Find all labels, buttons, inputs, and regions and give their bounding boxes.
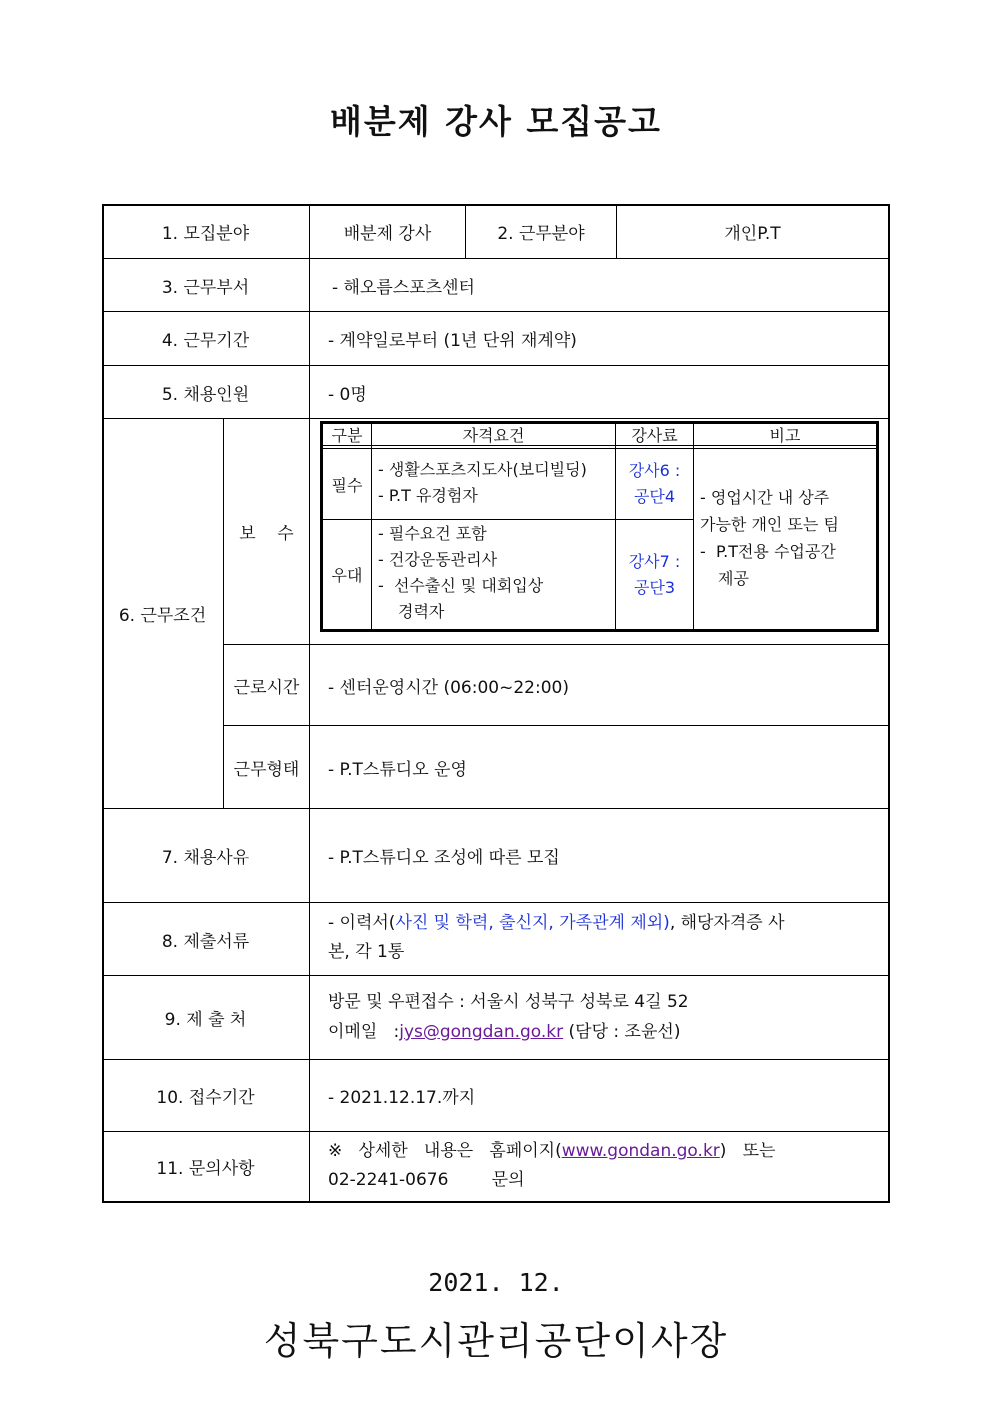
value-headcount: - 0명 (328, 384, 367, 405)
pay-header-note: 비고 (769, 425, 801, 445)
label-documents: 8. 제출서류 (161, 931, 250, 952)
pay-reqs-required: - 생활스포츠지도사(보디빌딩) - P.T 유경험자 (378, 460, 587, 505)
value-documents: - 이력서(사진 및 학력, 출신지, 가족관계 제외), 해당자격증 사 본, 각 1통 (328, 913, 785, 962)
pay-type-required: 필수 (331, 475, 363, 495)
pay-reqs-preferred: - 필수요건 포함 - 건강운동관리사 - 선수출신 및 대회입상 경력자 (378, 524, 544, 621)
label-work-field: 2. 근무분야 (497, 223, 585, 244)
label-recruit-field: 1. 모집분야 (161, 223, 250, 244)
pay-table (320, 421, 879, 632)
email-link[interactable]: jys@gongdan.go.kr (399, 1022, 564, 1042)
value-submission: 방문 및 우편접수 : 서울시 성북구 성북로 4길 52 이메일 :jys@gongdan.go.kr (담당 : 조윤선) (328, 992, 689, 1042)
recruit-table (102, 204, 890, 1203)
value-department: - 해오름스포츠센터 (332, 277, 475, 298)
value-inquiries: ※ 상세한 내용은 홈페이지(www.gondan.go.kr) 또는 02-2241-0676 문의 (328, 1141, 776, 1190)
value-application-period: - 2021.12.17.까지 (328, 1088, 476, 1108)
issue-date: 2021. 12. (428, 1268, 564, 1297)
label-pay: 보 수 (239, 524, 294, 544)
pay-header-fee: 강사료 (631, 425, 678, 445)
value-work-hours: - 센터운영시간 (06:00~22:00) (328, 677, 569, 698)
page-title: 배분제 강사 모집공고 (330, 102, 662, 141)
label-work-period: 4. 근무기간 (161, 331, 250, 351)
value-work-field: 개인P.T (724, 223, 781, 244)
value-work-type: - P.T스튜디오 운영 (328, 759, 467, 780)
pay-header-qualification: 자격요건 (462, 425, 525, 445)
label-hiring-reason: 7. 채용사유 (161, 848, 250, 868)
label-inquiries: 11. 문의사항 (156, 1159, 255, 1179)
label-work-hours: 근로시간 (233, 677, 300, 698)
label-work-type: 근무형태 (233, 759, 300, 780)
pay-note: - 영업시간 내 상주 가능한 개인 또는 팀 - P.T전용 수업공간 제공 (700, 488, 839, 588)
label-work-conditions: 6. 근무조건 (118, 606, 207, 626)
pay-type-preferred: 우대 (331, 566, 363, 585)
pay-fee-preferred: 강사7 : 공단3 (628, 551, 681, 597)
label-submission: 9. 제 출 처 (164, 1010, 247, 1030)
homepage-link[interactable]: www.gondan.go.kr (561, 1141, 720, 1161)
issuer-name: 성북구도시관리공단이사장 (263, 1319, 729, 1363)
label-application-period: 10. 접수기간 (156, 1088, 255, 1108)
label-department: 3. 근무부서 (161, 277, 250, 298)
pay-header-category: 구분 (331, 425, 363, 445)
label-headcount: 5. 채용인원 (161, 384, 250, 405)
pay-fee-required: 강사6 : 공단4 (628, 461, 681, 506)
value-recruit-field: 배분제 강사 (343, 223, 432, 244)
value-work-period: - 계약일로부터 (1년 단위 재계약) (328, 331, 577, 351)
value-hiring-reason: - P.T스튜디오 조성에 따른 모집 (328, 848, 560, 868)
